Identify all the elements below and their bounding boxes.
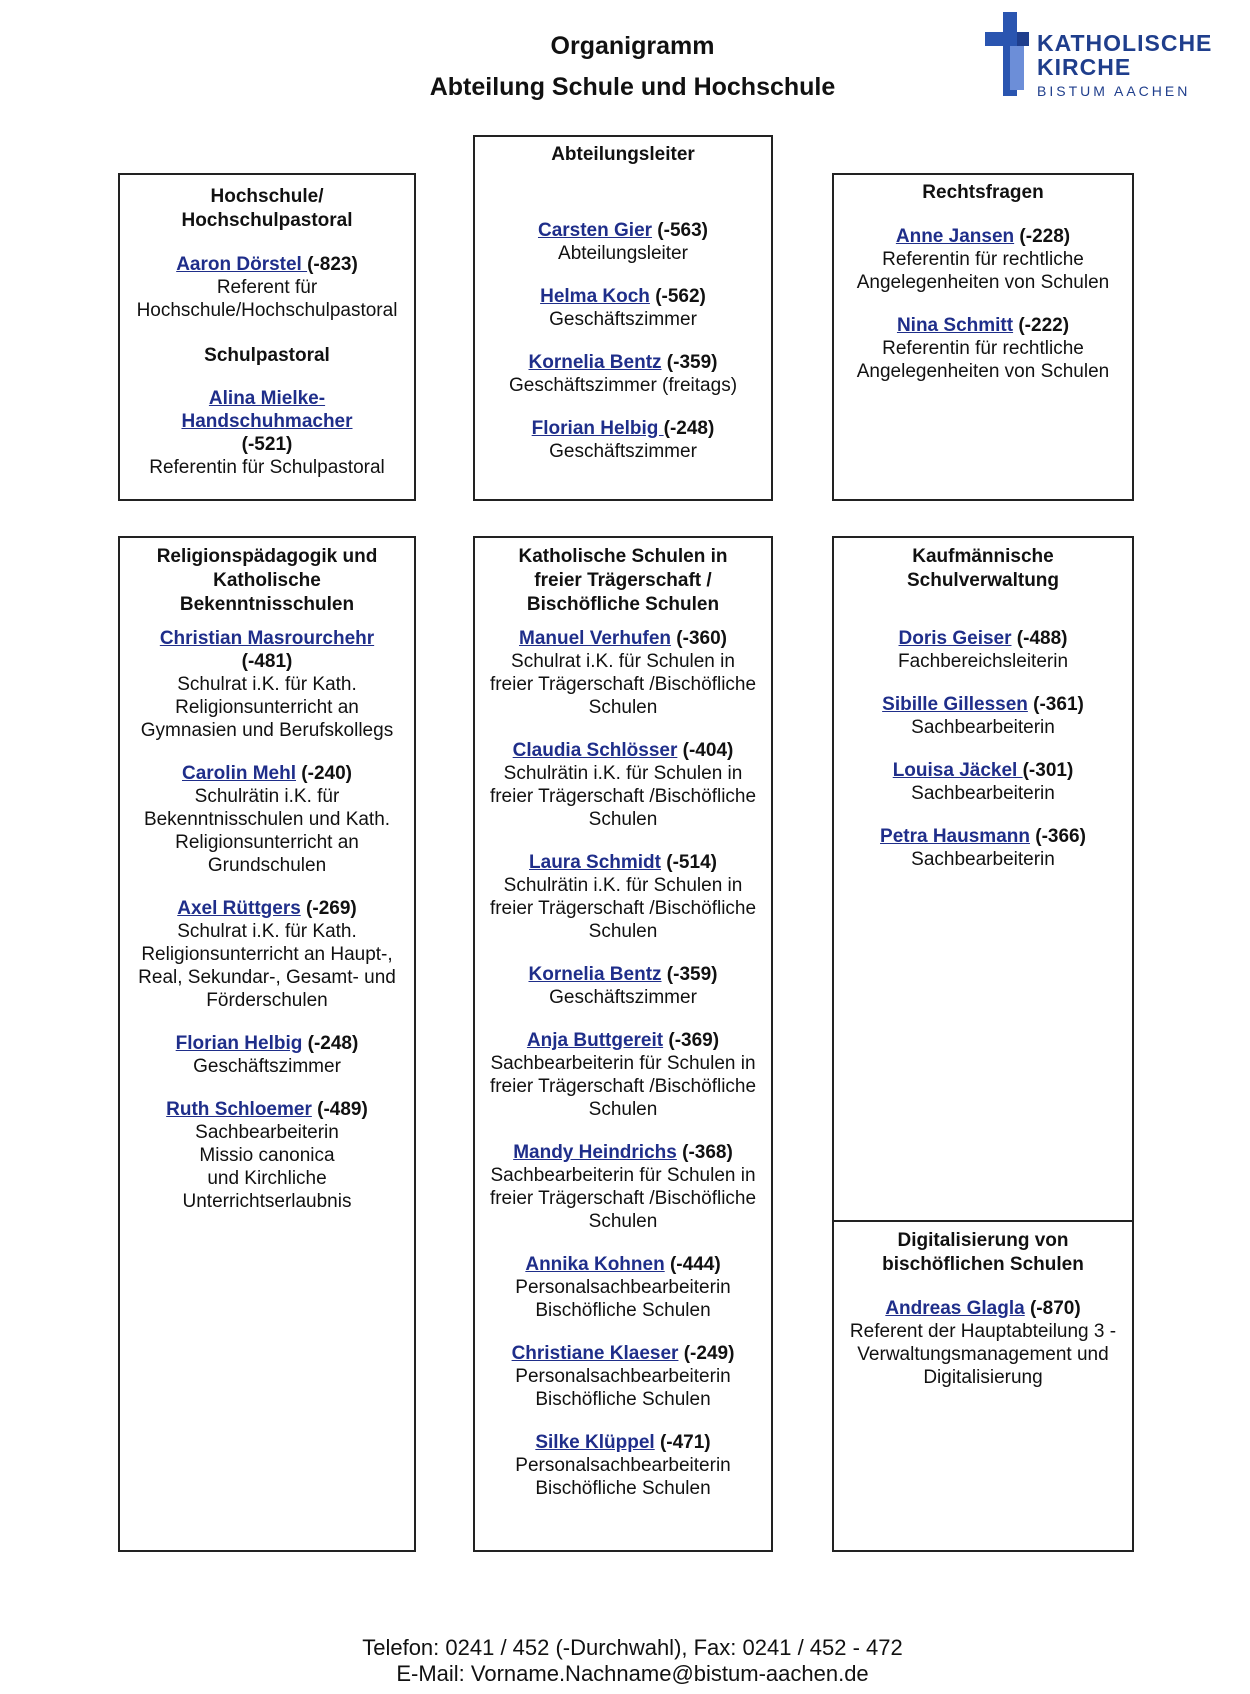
person-entry — [481, 1253, 765, 1322]
person-role: Referent für — [216, 277, 318, 298]
person-role: Schulrat i.K. für Kath. — [177, 921, 357, 942]
person-role: Verwaltungsmanagement und — [857, 1344, 1109, 1365]
person-link[interactable]: Axel Rüttgers — [177, 898, 301, 919]
person-entry — [126, 897, 408, 1012]
person-role: Referentin für rechtliche — [882, 338, 1084, 359]
extension: (-228) — [1014, 226, 1071, 247]
person-entry — [840, 225, 1126, 294]
person-role: Schulen — [588, 1211, 658, 1232]
extension: (-562) — [649, 286, 706, 307]
person-role: Personalsachbearbeiterin — [515, 1277, 731, 1298]
person-role: freier Trägerschaft /Bischöfliche — [489, 674, 757, 695]
extension: (-249) — [678, 1343, 735, 1364]
person-entry — [481, 351, 765, 397]
person-role: Personalsachbearbeiterin — [515, 1366, 731, 1387]
extension: (-514) — [661, 852, 717, 873]
cross-icon — [985, 12, 1035, 96]
person-entry — [840, 693, 1126, 739]
person-role: Referentin für Schulpastoral — [149, 457, 385, 478]
person-role: Sachbearbeiterin — [911, 717, 1055, 738]
person-link[interactable]: Nina Schmitt — [896, 315, 1014, 336]
person-role: Religionsunterricht an Haupt-, — [141, 944, 393, 965]
box-hochschule — [118, 173, 416, 501]
person-role: Personalsachbearbeiterin — [515, 1455, 731, 1476]
extension: (-481) — [241, 651, 293, 672]
person-link[interactable]: Christiane Klaeser — [511, 1343, 679, 1364]
person-link[interactable]: Florian Helbig — [531, 418, 664, 439]
person-link[interactable]: Doris Geiser — [898, 628, 1012, 649]
person-role: Schulrat i.K. für Schulen in — [511, 651, 735, 672]
footer-phone: Telefon: 0241 / 452 (-Durchwahl), Fax: 0241 / 452 - 472 — [362, 1635, 903, 1660]
person-link[interactable]: Laura Schmidt — [529, 852, 661, 873]
person-link[interactable]: Andreas Glagla — [885, 1298, 1025, 1319]
person-role: Bischöfliche Schulen — [535, 1389, 711, 1410]
extension: (-404) — [677, 740, 734, 761]
person-role: Angelegenheiten von Schulen — [856, 272, 1110, 293]
person-role: Geschäftszimmer — [549, 441, 697, 462]
person-link[interactable]: Anne Jansen — [895, 226, 1015, 247]
person-entry — [481, 1431, 765, 1500]
person-role: Schulrätin i.K. für — [194, 786, 340, 807]
person-link[interactable]: Anja Buttgereit — [526, 1030, 664, 1051]
person-role: Bekenntnisschulen und Kath. — [143, 809, 391, 830]
person-entry — [481, 417, 765, 463]
person-role: Schulen — [588, 1099, 658, 1120]
person-role: und Kirchliche — [207, 1168, 327, 1189]
person-role: Real, Sekundar-, Gesamt- und — [138, 967, 396, 988]
box-heading: Abteilungsleiter — [551, 144, 695, 165]
person-role: Geschäftszimmer — [549, 309, 697, 330]
person-role: Bischöfliche Schulen — [535, 1478, 711, 1499]
extension: (-248) — [302, 1033, 359, 1054]
extension: (-444) — [664, 1254, 721, 1275]
person-entry — [481, 851, 765, 943]
person-entry — [481, 219, 765, 265]
person-role: freier Trägerschaft /Bischöfliche — [489, 1076, 757, 1097]
person-entry — [481, 1029, 765, 1121]
box-religionspaedagogik — [118, 536, 416, 1552]
person-link[interactable]: Claudia Schlösser — [512, 740, 678, 761]
person-role: Schulen — [588, 697, 658, 718]
person-link[interactable]: Silke Klüppel — [535, 1432, 655, 1453]
extension: (-489) — [311, 1099, 368, 1120]
person-role: Religionsunterricht an — [175, 697, 359, 718]
box-rechtsfragen — [832, 173, 1134, 501]
person-link[interactable]: Louisa Jäckel — [892, 760, 1023, 781]
person-role: Sachbearbeiterin für Schulen in — [490, 1165, 756, 1186]
person-link[interactable]: Helma Koch — [540, 286, 650, 307]
person-role: Bischöfliche Schulen — [535, 1300, 711, 1321]
person-entry — [840, 759, 1126, 805]
person-link[interactable]: Christian Masrourchehr — [159, 628, 375, 649]
person-entry — [126, 253, 408, 322]
logo-text-line2: KIRCHE — [1037, 54, 1132, 80]
person-entry — [481, 963, 765, 1009]
person-link[interactable]: Carsten Gier — [537, 220, 653, 241]
extension: (-359) — [661, 964, 718, 985]
box-heading: Hochschule/ Hochschulpastoral — [181, 186, 353, 231]
person-entry — [126, 627, 408, 742]
extension: (-359) — [661, 352, 718, 373]
person-link[interactable]: Ruth Schloemer — [166, 1099, 312, 1120]
person-entry — [840, 627, 1126, 673]
extension: (-471) — [654, 1432, 711, 1453]
person-link[interactable]: Manuel Verhufen — [519, 628, 672, 649]
box-heading: Religionspädagogik und Katholische Bekenntnisschulen — [156, 546, 378, 615]
person-entry — [481, 739, 765, 831]
person-role: Hochschule/Hochschulpastoral — [136, 300, 398, 321]
person-entry — [840, 314, 1126, 383]
person-role: Schulen — [588, 921, 658, 942]
extension: (-870) — [1024, 1298, 1081, 1319]
person-role: Fachbereichsleiterin — [897, 651, 1069, 672]
extension: (-823) — [307, 254, 358, 275]
person-entry — [481, 285, 765, 331]
person-link[interactable]: Kornelia Bentz — [528, 964, 662, 985]
extension: (-240) — [296, 763, 352, 784]
person-role: Grundschulen — [207, 855, 327, 876]
box-katholische-schulen — [473, 536, 773, 1552]
subheading: Schulpastoral — [204, 345, 330, 366]
box-abteilungsleiter — [473, 135, 773, 501]
person-entry — [126, 387, 408, 479]
box-kaufmaennische-schulverwaltung — [832, 536, 1134, 1222]
person-role: Missio canonica — [199, 1145, 335, 1166]
diocese-logo — [985, 12, 1213, 102]
person-role: Geschäftszimmer — [549, 987, 697, 1008]
box-heading: Digitalisierung von bischöflichen Schulen — [882, 1230, 1084, 1275]
extension: (-301) — [1022, 760, 1074, 781]
person-role: Geschäftszimmer (freitags) — [508, 375, 738, 396]
person-link[interactable]: Carolin Mehl — [182, 763, 297, 784]
person-role: Referent der Hauptabteilung 3 - — [849, 1321, 1117, 1342]
person-link[interactable]: Mandy Heindrichs — [513, 1142, 677, 1163]
logo-text-line3: BISTUM AACHEN — [1037, 83, 1191, 99]
person-role: Unterrichtserlaubnis — [182, 1191, 352, 1212]
extension: (-563) — [652, 220, 708, 241]
person-entry — [126, 1098, 408, 1213]
person-link[interactable]: Kornelia Bentz — [528, 352, 662, 373]
footer-email: E-Mail: Vorname.Nachname@bistum-aachen.de — [396, 1661, 869, 1686]
person-role: freier Trägerschaft /Bischöfliche — [489, 1188, 757, 1209]
person-role: Digitalisierung — [923, 1367, 1043, 1388]
person-link[interactable]: Annika Kohnen — [525, 1254, 665, 1275]
page-title: Organigramm — [550, 32, 715, 60]
box-heading: Kaufmännische Schulverwaltung — [906, 546, 1060, 591]
extension: (-366) — [1029, 826, 1086, 847]
person-entry — [840, 1297, 1126, 1389]
extension: (-368) — [676, 1142, 733, 1163]
person-role: Abteilungsleiter — [558, 243, 688, 264]
person-role: freier Trägerschaft /Bischöfliche — [489, 786, 757, 807]
person-role: Schulrätin i.K. für Schulen in — [503, 875, 743, 896]
person-role: Sachbearbeiterin — [195, 1122, 339, 1143]
person-role: Schulrätin i.K. für Schulen in — [503, 763, 743, 784]
person-entry — [126, 1032, 408, 1078]
extension: (-488) — [1011, 628, 1068, 649]
extension: (-361) — [1027, 694, 1084, 715]
person-link[interactable]: Petra Hausmann — [880, 826, 1030, 847]
person-role: Referentin für rechtliche — [882, 249, 1084, 270]
person-entry — [481, 627, 765, 719]
person-link[interactable]: Alina Mielke- Handschuhmacher — [181, 388, 353, 432]
person-role: Gymnasien und Berufskollegs — [140, 720, 394, 741]
page-subtitle: Abteilung Schule und Hochschule — [429, 73, 836, 101]
extension: (-248) — [663, 418, 715, 439]
person-entry — [840, 825, 1126, 871]
box-digitalisierung — [832, 1220, 1134, 1552]
box-heading: Katholische Schulen in freier Trägerschaft / Bischöfliche Schulen — [518, 546, 728, 615]
box-heading: Rechtsfragen — [922, 182, 1044, 203]
person-entry — [126, 762, 408, 877]
person-role: freier Trägerschaft /Bischöfliche — [489, 898, 757, 919]
extension: (-360) — [671, 628, 727, 649]
person-role: Religionsunterricht an — [175, 832, 359, 853]
logo-text-line1: KATHOLISCHE — [1037, 30, 1213, 56]
person-role: Schulen — [588, 809, 658, 830]
person-entry — [481, 1141, 765, 1233]
person-entry — [481, 1342, 765, 1411]
person-role: Geschäftszimmer — [193, 1056, 341, 1077]
person-role: Schulrat i.K. für Kath. — [177, 674, 357, 695]
person-role: Angelegenheiten von Schulen — [856, 361, 1110, 382]
person-role: Sachbearbeiterin — [911, 849, 1055, 870]
extension: (-521) — [241, 434, 293, 455]
person-role: Förderschulen — [206, 990, 328, 1011]
person-role: Sachbearbeiterin für Schulen in — [490, 1053, 756, 1074]
person-role: Sachbearbeiterin — [911, 783, 1055, 804]
person-link[interactable]: Florian Helbig — [175, 1033, 303, 1054]
extension: (-369) — [663, 1030, 720, 1051]
person-link[interactable]: Aaron Dörstel — [176, 254, 308, 275]
person-link[interactable]: Sibille Gillessen — [882, 694, 1028, 715]
extension: (-222) — [1013, 315, 1070, 336]
extension: (-269) — [300, 898, 357, 919]
